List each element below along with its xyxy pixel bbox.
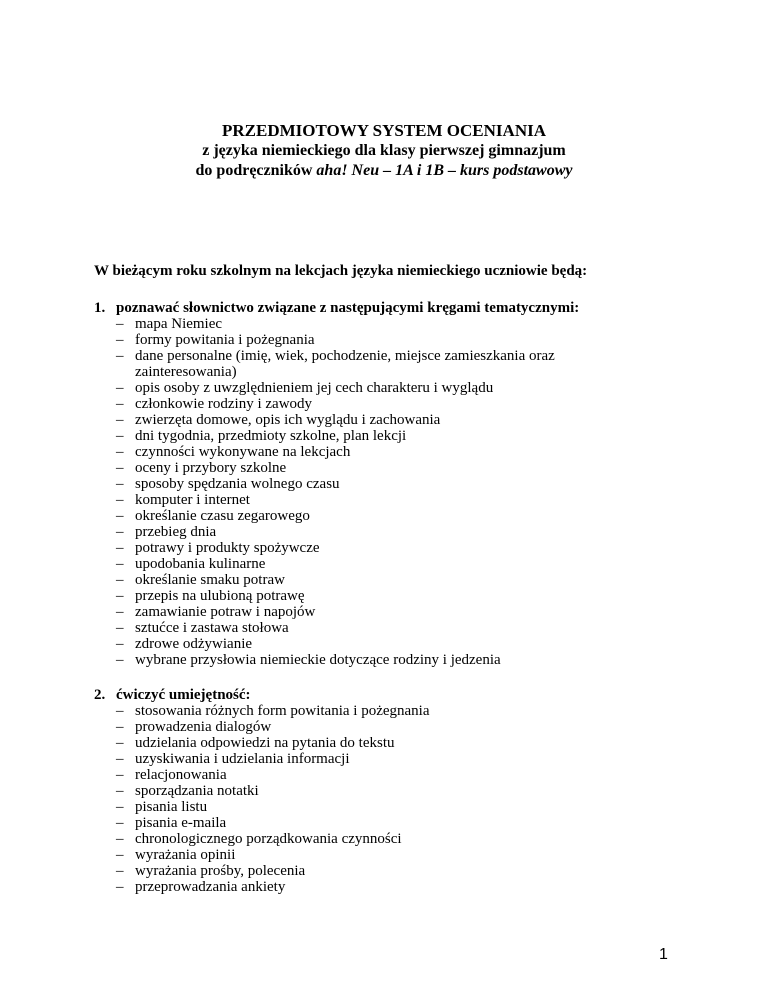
list-item-text: opis osoby z uwzględnieniem jej cech charakteru i wyglądu (135, 380, 494, 396)
list-item (116, 524, 635, 540)
list-item (116, 783, 635, 799)
dash-bullet: – (116, 380, 124, 396)
list-item (116, 412, 635, 428)
section-1-list (94, 316, 635, 668)
dash-bullet: – (116, 620, 124, 636)
dash-bullet: – (116, 556, 124, 572)
dash-bullet: – (116, 396, 124, 412)
list-item-text: prowadzenia dialogów (135, 719, 272, 735)
list-item-text: wyrażania opinii (135, 847, 236, 863)
list-item-text: przeprowadzania ankiety (135, 879, 286, 895)
list-item (116, 652, 635, 668)
list-item (116, 799, 635, 815)
list-item-text: wybrane przysłowia niemieckie dotyczące rodziny i jedzenia (135, 652, 501, 668)
dash-bullet: – (116, 412, 124, 428)
section-2-list (94, 703, 635, 895)
list-item-text: dane personalne (imię, wiek, pochodzenie, miejsce zamieszkania oraz zainteresowania) (135, 348, 555, 380)
list-item-text: sztućce i zastawa stołowa (135, 620, 289, 636)
dash-bullet: – (116, 863, 124, 879)
list-item (116, 316, 635, 332)
list-item-text: zwierzęta domowe, opis ich wyglądu i zachowania (135, 412, 441, 428)
list-item-text: pisania e-maila (135, 815, 227, 831)
list-item-text: przebieg dnia (135, 524, 217, 540)
list-item (116, 719, 635, 735)
list-item (116, 751, 635, 767)
intro-text: W bieżącym roku szkolnym na lekcjach języka niemieckiego uczniowie będą: (94, 263, 588, 279)
list-item-text: sposoby spędzania wolnego czasu (135, 476, 340, 492)
list-item (116, 428, 635, 444)
list-item (116, 460, 635, 476)
list-item (116, 508, 635, 524)
dash-bullet: – (116, 652, 124, 668)
list-item-text: dni tygodnia, przedmioty szkolne, plan lekcji (135, 428, 407, 444)
title-line-2: z języka niemieckiego dla klasy pierwszej gimnazjum (202, 142, 566, 159)
list-item-text: czynności wykonywane na lekcjach (135, 444, 351, 460)
list-item (116, 831, 635, 847)
dash-bullet: – (116, 572, 124, 588)
list-item-text: mapa Niemiec (135, 316, 223, 332)
dash-bullet: – (116, 316, 124, 332)
list-item (116, 604, 635, 620)
list-item-text: uzyskiwania i udzielania informacji (135, 751, 350, 767)
list-item (116, 332, 635, 348)
list-item-text: formy powitania i pożegnania (135, 332, 315, 348)
dash-bullet: – (116, 428, 124, 444)
list-item (116, 847, 635, 863)
dash-bullet: – (116, 348, 124, 364)
dash-bullet: – (116, 815, 124, 831)
section-2 (94, 687, 635, 895)
list-item (116, 492, 635, 508)
dash-bullet: – (116, 636, 124, 652)
list-item-text: potrawy i produkty spożywcze (135, 540, 320, 556)
title-line-3-italic: aha! Neu – 1A i 1B – kurs podstawowy (316, 162, 573, 179)
list-item (116, 348, 635, 380)
dash-bullet: – (116, 799, 124, 815)
dash-bullet: – (116, 588, 124, 604)
dash-bullet: – (116, 831, 124, 847)
list-item (116, 767, 635, 783)
list-item (116, 396, 635, 412)
section-1 (94, 300, 635, 668)
dash-bullet: – (116, 847, 124, 863)
dash-bullet: – (116, 476, 124, 492)
dash-bullet: – (116, 492, 124, 508)
list-item-text: zamawianie potraw i napojów (135, 604, 316, 620)
dash-bullet: – (116, 719, 124, 735)
dash-bullet: – (116, 444, 124, 460)
list-item-text: oceny i przybory szkolne (135, 460, 287, 476)
document-title (0, 121, 768, 181)
list-item (116, 540, 635, 556)
dash-bullet: – (116, 460, 124, 476)
list-item-text: stosowania różnych form powitania i pożegnania (135, 703, 430, 719)
dash-bullet: – (116, 332, 124, 348)
dash-bullet: – (116, 540, 124, 556)
title-line-3 (0, 161, 768, 181)
list-item (116, 879, 635, 895)
list-item-text: relacjonowania (135, 767, 227, 783)
section-1-number: 1. (94, 300, 106, 316)
section-2-heading (94, 687, 635, 703)
list-item-text: chronologicznego porządkowania czynności (135, 831, 402, 847)
list-item (116, 815, 635, 831)
list-item (116, 703, 635, 719)
list-item (116, 476, 635, 492)
dash-bullet: – (116, 703, 124, 719)
dash-bullet: – (116, 735, 124, 751)
list-item (116, 572, 635, 588)
list-item (116, 636, 635, 652)
list-item-text: pisania listu (135, 799, 208, 815)
list-item-text: komputer i internet (135, 492, 250, 508)
section-1-heading (94, 300, 635, 316)
list-item (116, 863, 635, 879)
dash-bullet: – (116, 604, 124, 620)
dash-bullet: – (116, 751, 124, 767)
list-item-text: określanie czasu zegarowego (135, 508, 310, 524)
dash-bullet: – (116, 508, 124, 524)
list-item-text: członkowie rodziny i zawody (135, 396, 313, 412)
section-2-number: 2. (94, 687, 106, 703)
list-item-text: sporządzania notatki (135, 783, 259, 799)
page-number: 1 (659, 946, 668, 963)
list-item (116, 444, 635, 460)
dash-bullet: – (116, 524, 124, 540)
list-item-text: upodobania kulinarne (135, 556, 266, 572)
list-item-text: udzielania odpowiedzi na pytania do tekstu (135, 735, 395, 751)
list-item-text: zdrowe odżywianie (135, 636, 253, 652)
title-line-3-prefix: do podręczników (195, 162, 317, 179)
list-item (116, 735, 635, 751)
list-item-text: określanie smaku potraw (135, 572, 285, 588)
section-1-heading-text: poznawać słownictwo związane z następującymi kręgami tematycznymi: (116, 300, 580, 316)
dash-bullet: – (116, 767, 124, 783)
list-item (116, 556, 635, 572)
dash-bullet: – (116, 879, 124, 895)
list-item (116, 380, 635, 396)
dash-bullet: – (116, 783, 124, 799)
list-item-text: wyrażania prośby, polecenia (135, 863, 306, 879)
title-line-1: PRZEDMIOTOWY SYSTEM OCENIANIA (222, 121, 546, 140)
section-2-heading-text: ćwiczyć umiejętność: (116, 687, 251, 703)
list-item (116, 588, 635, 604)
list-item (116, 620, 635, 636)
list-item-text: przepis na ulubioną potrawę (135, 588, 305, 604)
